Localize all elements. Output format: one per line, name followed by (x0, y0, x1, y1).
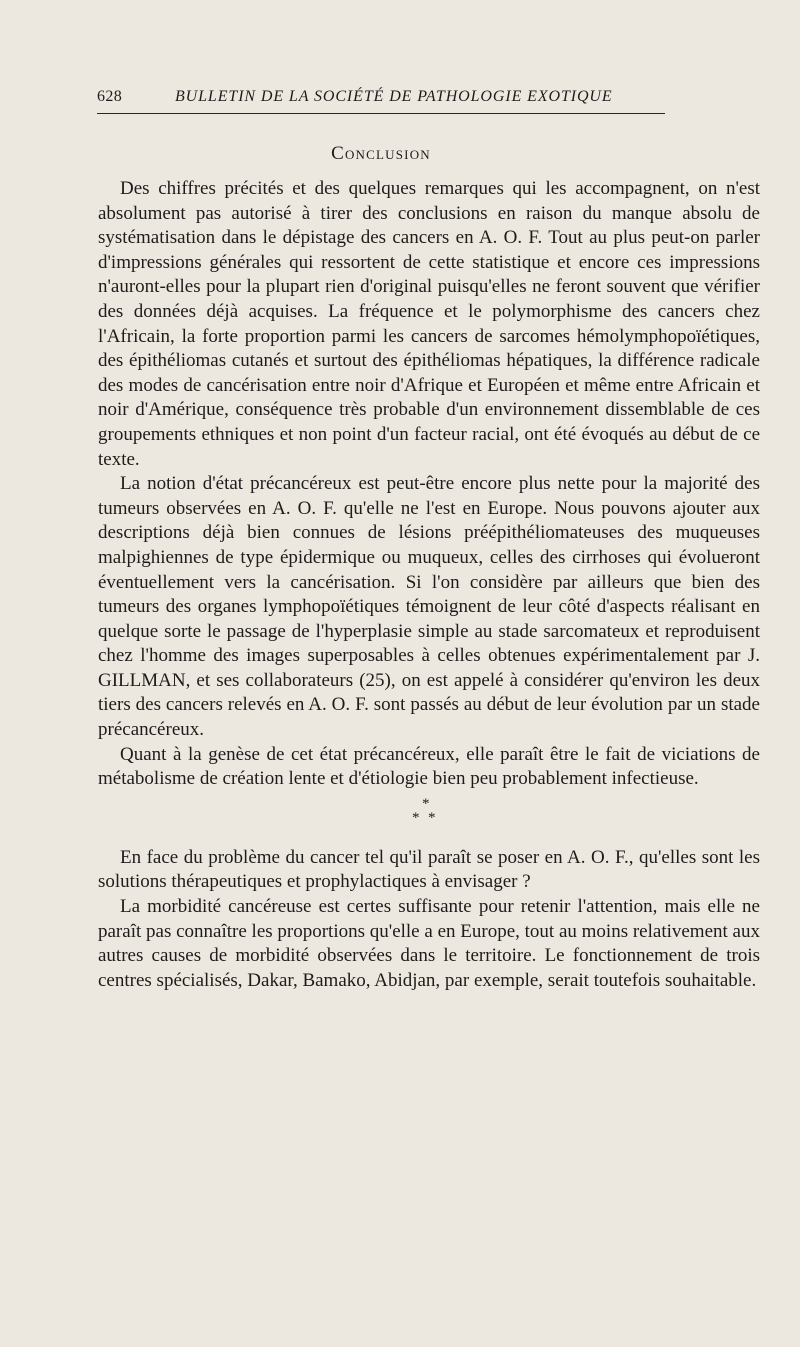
body-text (98, 177, 760, 993)
header-rule (97, 113, 665, 114)
running-header (97, 84, 665, 110)
paragraph: En face du problème du cancer tel qu'il paraît se poser en A. O. F., qu'elles sont les solutions thérapeutiques et prophylactiques à envisager ? (98, 846, 760, 893)
page-number: 628 (97, 88, 123, 105)
asterisk-mark: * (422, 795, 430, 812)
running-title: BULLETIN DE LA SOCIÉTÉ DE PATHOLOGIE EXOTIQUE (175, 88, 613, 105)
paragraph: Quant à la genèse de cet état précancéreux, elle paraît être le fait de viciations de métabolisme de création lente et d'étiologie bien peu probablement infectieuse. (98, 743, 760, 790)
asterisk-mark: * (412, 809, 420, 826)
asterism-separator (98, 792, 760, 846)
section-title: Conclusion (331, 143, 431, 164)
paragraph: Des chiffres précités et des quelques remarques qui les accompagnent, on n'est absolument pas autorisé à tirer des conclusions en raison du manque absolu de systématisation dans le dépistage des cancers en A. O. F. Tout au plus peut-on parler d'impressions générales qui ressortent de cette statistique et encore ces impressions n'auront-elles pour la plupart rien d'original puisqu'elles ne feront souvent que vérifier des données déjà acquises. La fréquence et le polymorphisme des cancers chez l'Africain, la forte proportion parmi les cancers de sarcomes hémolymphopoïétiques, des épithéliomas cutanés et surtout des épithéliomas hépatiques, la différence radicale des modes de cancérisation entre noir d'Afrique et Européen et même entre Africain et noir d'Amérique, conséquence très probable d'un environnement dissemblable de ces groupements ethniques et non point d'un facteur racial, ont été évoqués au début de ce texte. (98, 178, 760, 470)
paragraph: La notion d'état précancéreux est peut-être encore plus nette pour la majorité des tumeurs observées en A. O. F. qu'elle ne l'est en Europe. Nous pouvons ajouter aux descriptions déjà bien connues de lésions préépithéliomateuses des muqueuses malpighiennes de type épidermique ou muqueux, celles des cirrhoses qui évolueront éventuellement vers la cancérisation. Si l'on considère par ailleurs que bien des tumeurs des organes lymphopoïétiques témoignent de leur côté d'aspects réalisant en quelque sorte le passage de l'hyperplasie simple au stade sarcomateux et reproduisent chez l'homme des images superposables à celles obtenues expérimentalement par J. GILLMAN, et ses collaborateurs (25), on est appelé à considérer qu'environ les deux tiers des cancers relevés en A. O. F. sont passés au début de leur évolution par un stade précancéreux. (98, 473, 760, 741)
asterisk-mark: * (428, 809, 436, 826)
paragraph: La morbidité cancéreuse est certes suffisante pour retenir l'attention, mais elle ne paraît pas connaître les proportions qu'elle a en Europe, tout au moins relativement aux autres causes de morbidité observées dans le territoire. Le fonctionnement de trois centres spécialisés, Dakar, Bamako, Abidjan, par exemple, serait toutefois souhaitable. (98, 896, 760, 991)
